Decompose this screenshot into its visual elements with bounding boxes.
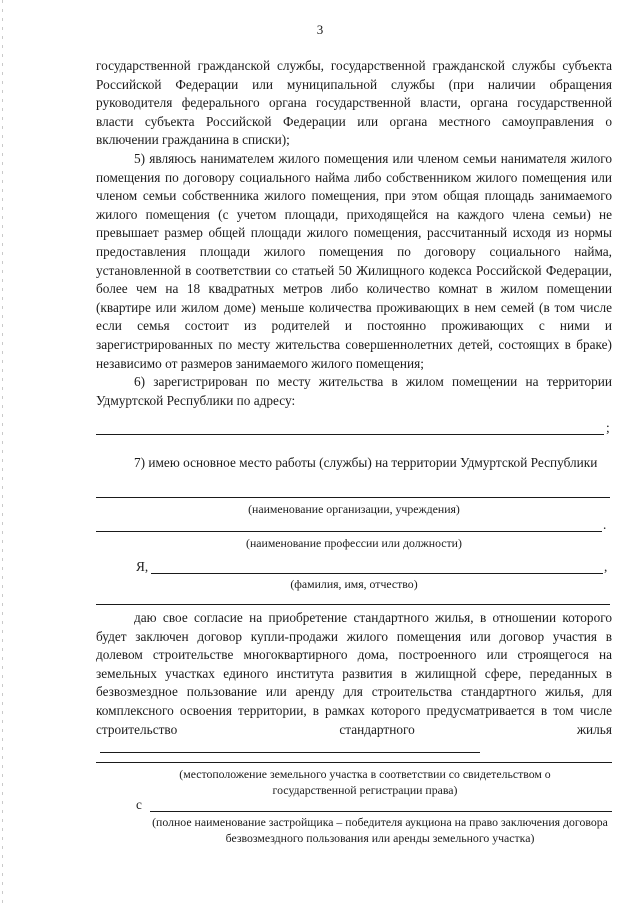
land-location-caption: (местоположение земельного участка в соответствии со свидетельством о государственной регистрации права)	[179, 767, 551, 797]
profession-line-end: .	[603, 517, 607, 532]
address-field-line[interactable]	[96, 434, 604, 435]
standard-housing-field-line[interactable]	[100, 739, 480, 753]
page-number: 3	[316, 22, 324, 37]
profession-caption: (наименование профессии или должности)	[246, 536, 462, 550]
scan-edge-artifact	[2, 0, 3, 905]
paragraph-item-7-text: 7) имею основное место работы (службы) на территории Удмуртской Республики	[134, 455, 598, 470]
address-line-end: ;	[606, 420, 610, 435]
fio-continuation-line[interactable]	[96, 604, 610, 605]
paragraph-item-7	[96, 454, 612, 473]
consent-prefix: Я,	[136, 559, 149, 574]
paragraph-item-6: 6) зарегистрирован по месту жительства в жилом помещении на территории Удмуртской Республики по адресу:	[96, 374, 612, 408]
with-prefix: с	[136, 797, 142, 812]
paragraph-continuation: государственной гражданской службы, государственной гражданской службы субъекта Российской Федерации или муниципальной службы (при наличии обращения руководителя федерального органа государственной власти, органа государственной власти субъекта Российской Федерации или органа местного самоуправления о включении гражданина в списки);	[96, 58, 612, 148]
developer-field-line[interactable]	[150, 811, 612, 812]
consent-paragraph	[96, 609, 612, 759]
organization-field-line[interactable]	[96, 497, 610, 498]
fio-caption: (фамилия, имя, отчество)	[290, 577, 418, 591]
paragraph-item-5: 5) являюсь нанимателем жилого помещения или членом семьи нанимателя жилого помещения по договору социального найма либо собственником жилого помещения или членом семьи собственника жилого помещения, при этом общая площадь занимаемого жилого помещения (с учетом площади, приходящейся на каждого члена семьи) не превышает размер общей площади жилого помещения, рассчитанный исходя из нормы предоставления площади жилого помещения по договору социального найма, установленной в соответствии со статьей 50 Жилищного кодекса Российской Федерации, более чем на 18 квадратных метров либо количество комнат в жилом помещении (квартире или жилом доме) меньше количества проживающих в нем семей (в том числе если семья состоит из родителей и постоянно проживающих с ними и зарегистрированных по месту жительства совершеннолетних детей, состоящих в браке) независимо от размеров занимаемого жилого помещения;	[96, 150, 612, 371]
main-text-block	[96, 57, 612, 410]
developer-caption: (полное наименование застройщика – победителя аукциона на право заключения договора безвозмездного пользования или аренды земельного участка)	[152, 815, 608, 845]
profession-field-line[interactable]	[96, 531, 602, 532]
fio-line-end: ,	[604, 559, 608, 574]
fio-field-line[interactable]	[151, 573, 603, 574]
land-location-field-line[interactable]	[96, 762, 612, 763]
organization-caption: (наименование организации, учреждения)	[248, 502, 460, 516]
consent-text: даю свое согласие на приобретение стандартного жилья, в отношении которого будет заключен договор купли-продажи жилого помещения или договор участия в долевом строительстве многоквартирного дома, построенного или строящегося на земельных участках единого института развития в жилищной сфере, переданных в безвозмездное пользование или аренду для строительства стандартного жилья, для комплексного освоения территории, в рамках которого предусматривается в том числе строительство стандартного жилья	[96, 610, 612, 737]
